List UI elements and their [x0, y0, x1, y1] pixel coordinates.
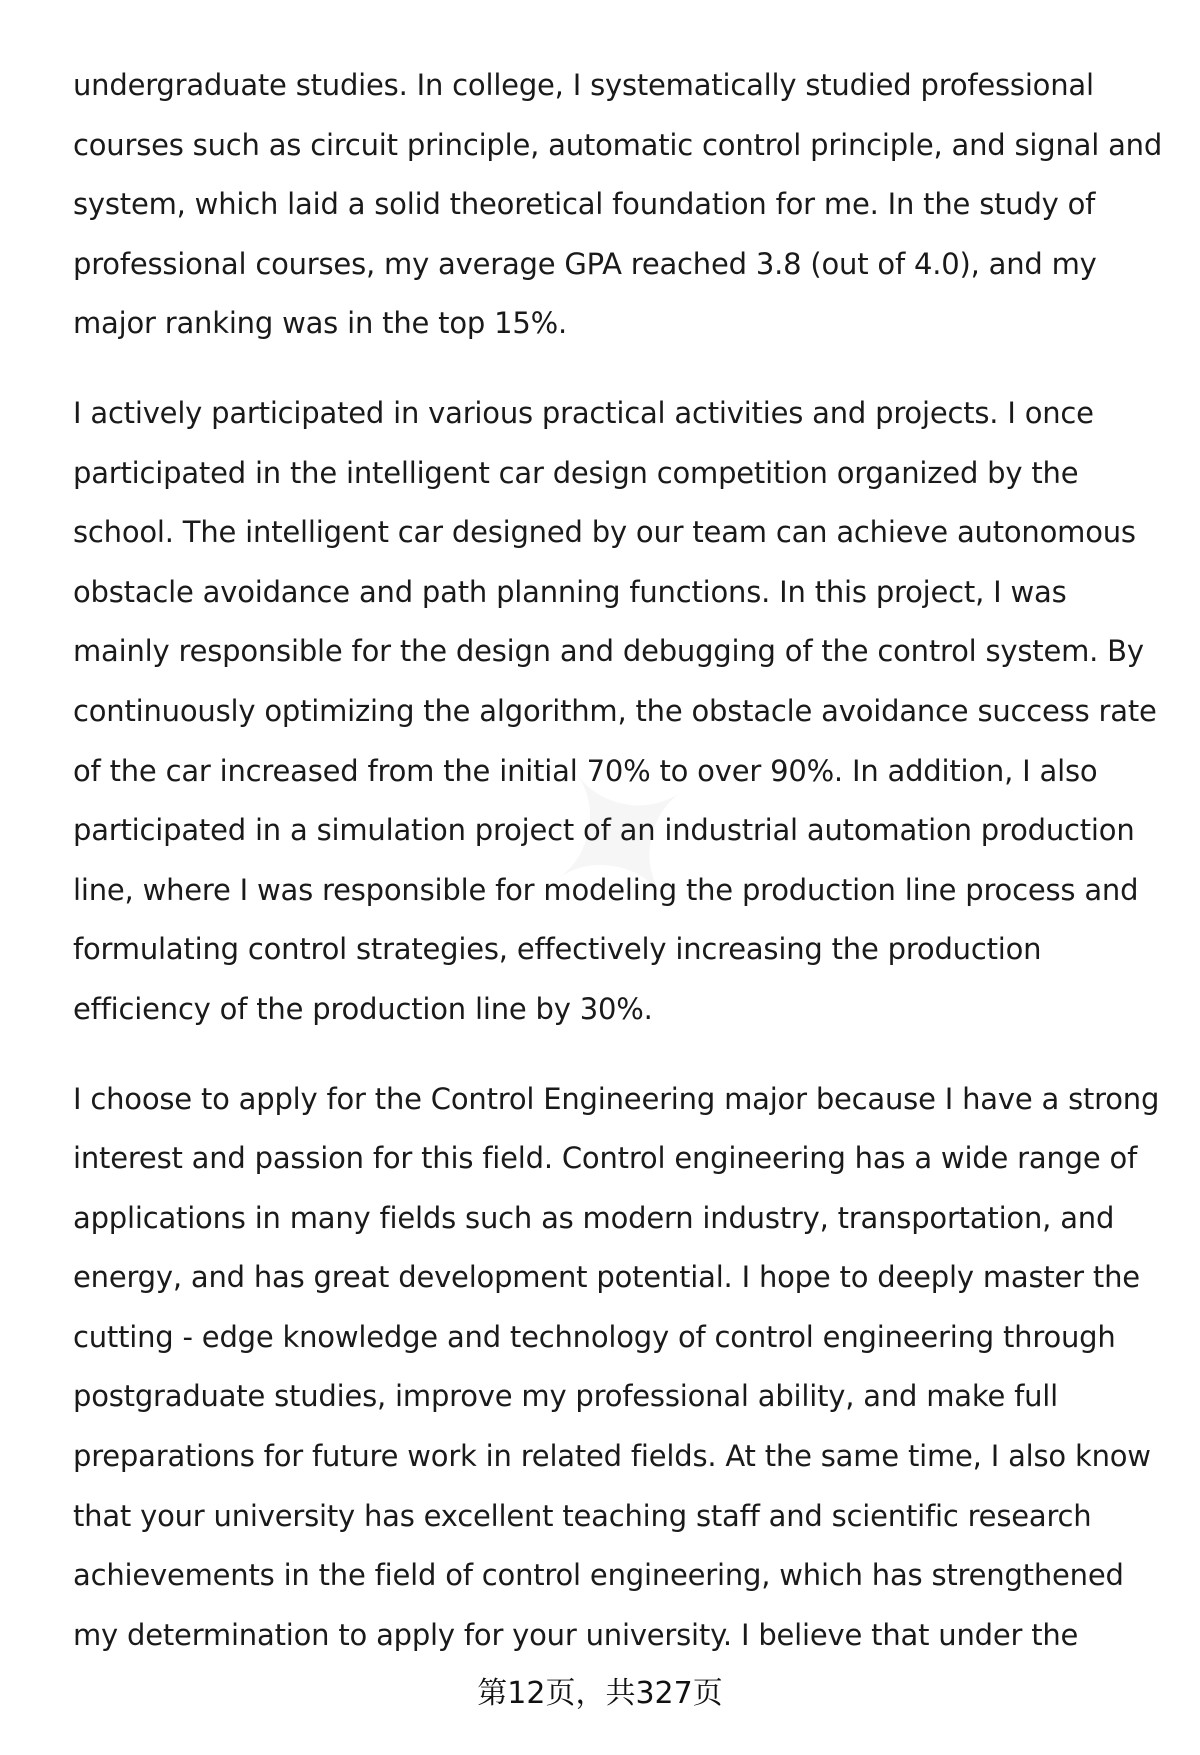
- page-number-footer: 第12页，共327页: [477, 1676, 723, 1711]
- document-body: [73, 56, 1163, 1695]
- paragraph-application-motivation: I choose to apply for the Control Engineering major because I have a strong interest and passion for this field. Control engineering has a wide range of applications in many fields such as modern industry, transportation, and energy, and has great development potential. I hope to deeply master the cutting - edge knowledge and technology of control engineering through postgraduate studies, improve my professional ability, and make full preparations for future work in related fields. At the same time, I also know that your university has excellent teaching staff and scientific research achievements in the field of control engineering, which has strengthened my determination to apply for your university. I believe that under the: [73, 1081, 1160, 1652]
- paragraph-practical-projects: I actively participated in various practical activities and projects. I once participated in the intelligent car design competition organized by the school. The intelligent car designed by our team can achieve autonomous obstacle avoidance and path planning functions. In this project, I was mainly responsible for the design and debugging of the control system. By continuously optimizing the algorithm, the obstacle avoidance success rate of the car increased from the initial 70% to over 90%. In addition, I also participated in a simulation project of an industrial automation production line, where I was responsible for modeling the production line process and formulating control strategies, effectively increasing the production efficiency of the production line by 30%.: [73, 395, 1157, 1026]
- paragraph-academic-background: undergraduate studies. In college, I systematically studied professional courses such as circuit principle, automatic control principle, and signal and system, which laid a solid theoretical foundation for me. In the study of professional courses, my average GPA reached 3.8 (out of 4.0), and my major ranking was in the top 15%.: [73, 68, 1163, 341]
